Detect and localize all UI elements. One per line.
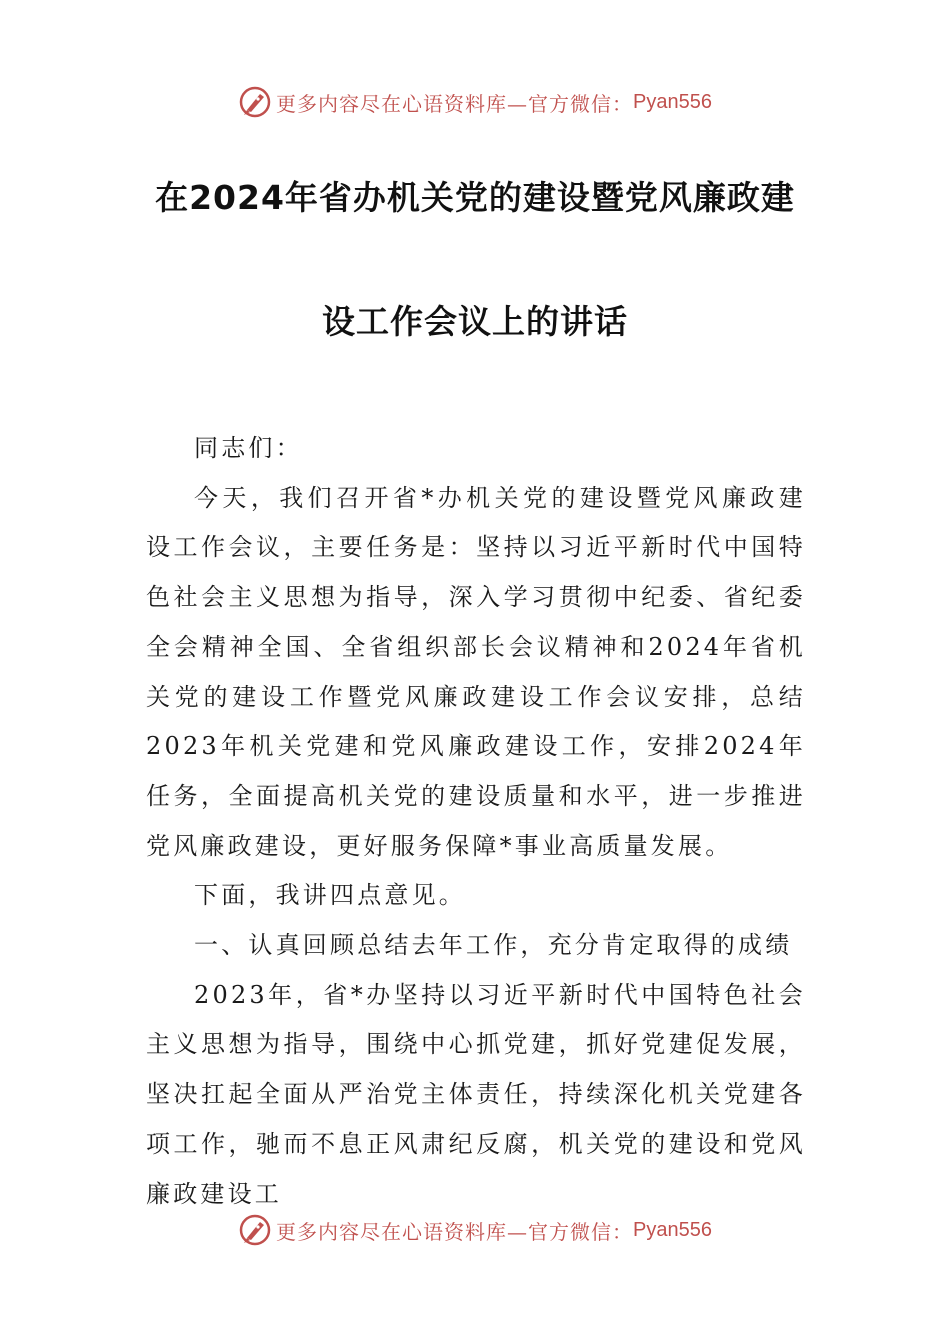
watermark-wechat-id: Pyan556	[633, 1218, 712, 1241]
section-heading: 一、认真回顾总结去年工作，充分肯定取得的成绩	[194, 931, 793, 960]
document-body	[146, 424, 806, 1219]
pen-nib-logo-icon	[238, 85, 272, 119]
body-paragraph: 2023年，省*办坚持以习近平新时代中国特色社会主义思想为指导，围绕中心抓党建，抓好党建促发展，坚决扛起全面从严治党主体责任，持续深化机关党建各项工作，驰而不息正风肃纪反腐，机关党的建设和党风廉政建设工	[146, 980, 806, 1208]
watermark-wechat-id: Pyan556	[633, 90, 712, 113]
watermark-banner-bottom	[0, 1208, 950, 1252]
document-title-line-2: 设工作会议上的讲话	[322, 302, 628, 341]
body-paragraph: 下面，我讲四点意见。	[194, 881, 466, 910]
salutation: 同志们：	[194, 434, 303, 462]
document-title-line-1: 在2024年省办机关党的建设暨党风廉政建	[155, 178, 795, 217]
body-paragraph: 今天，我们召开省*办机关党的建设暨党风廉政建设工作会议，主要任务是：坚持以习近平新时代中国特色社会主义思想为指导，深入学习贯彻中纪委、省纪委全会精神全国、全省组织部长会议精神和2024年省机关党的建设工作暨党风廉政建设工作会议安排，总结2023年机关党建和党风廉政建设工作，安排2024年任务，全面提高机关党的建设质量和水平，进一步推进党风廉政建设，更好服务保障*事业高质量发展。	[146, 483, 806, 860]
watermark-text: 更多内容尽在心语资料库—官方微信：	[276, 91, 634, 116]
watermark-text: 更多内容尽在心语资料库—官方微信：	[276, 1219, 634, 1244]
pen-nib-logo-icon	[238, 1213, 272, 1247]
watermark-banner-top	[0, 80, 950, 124]
